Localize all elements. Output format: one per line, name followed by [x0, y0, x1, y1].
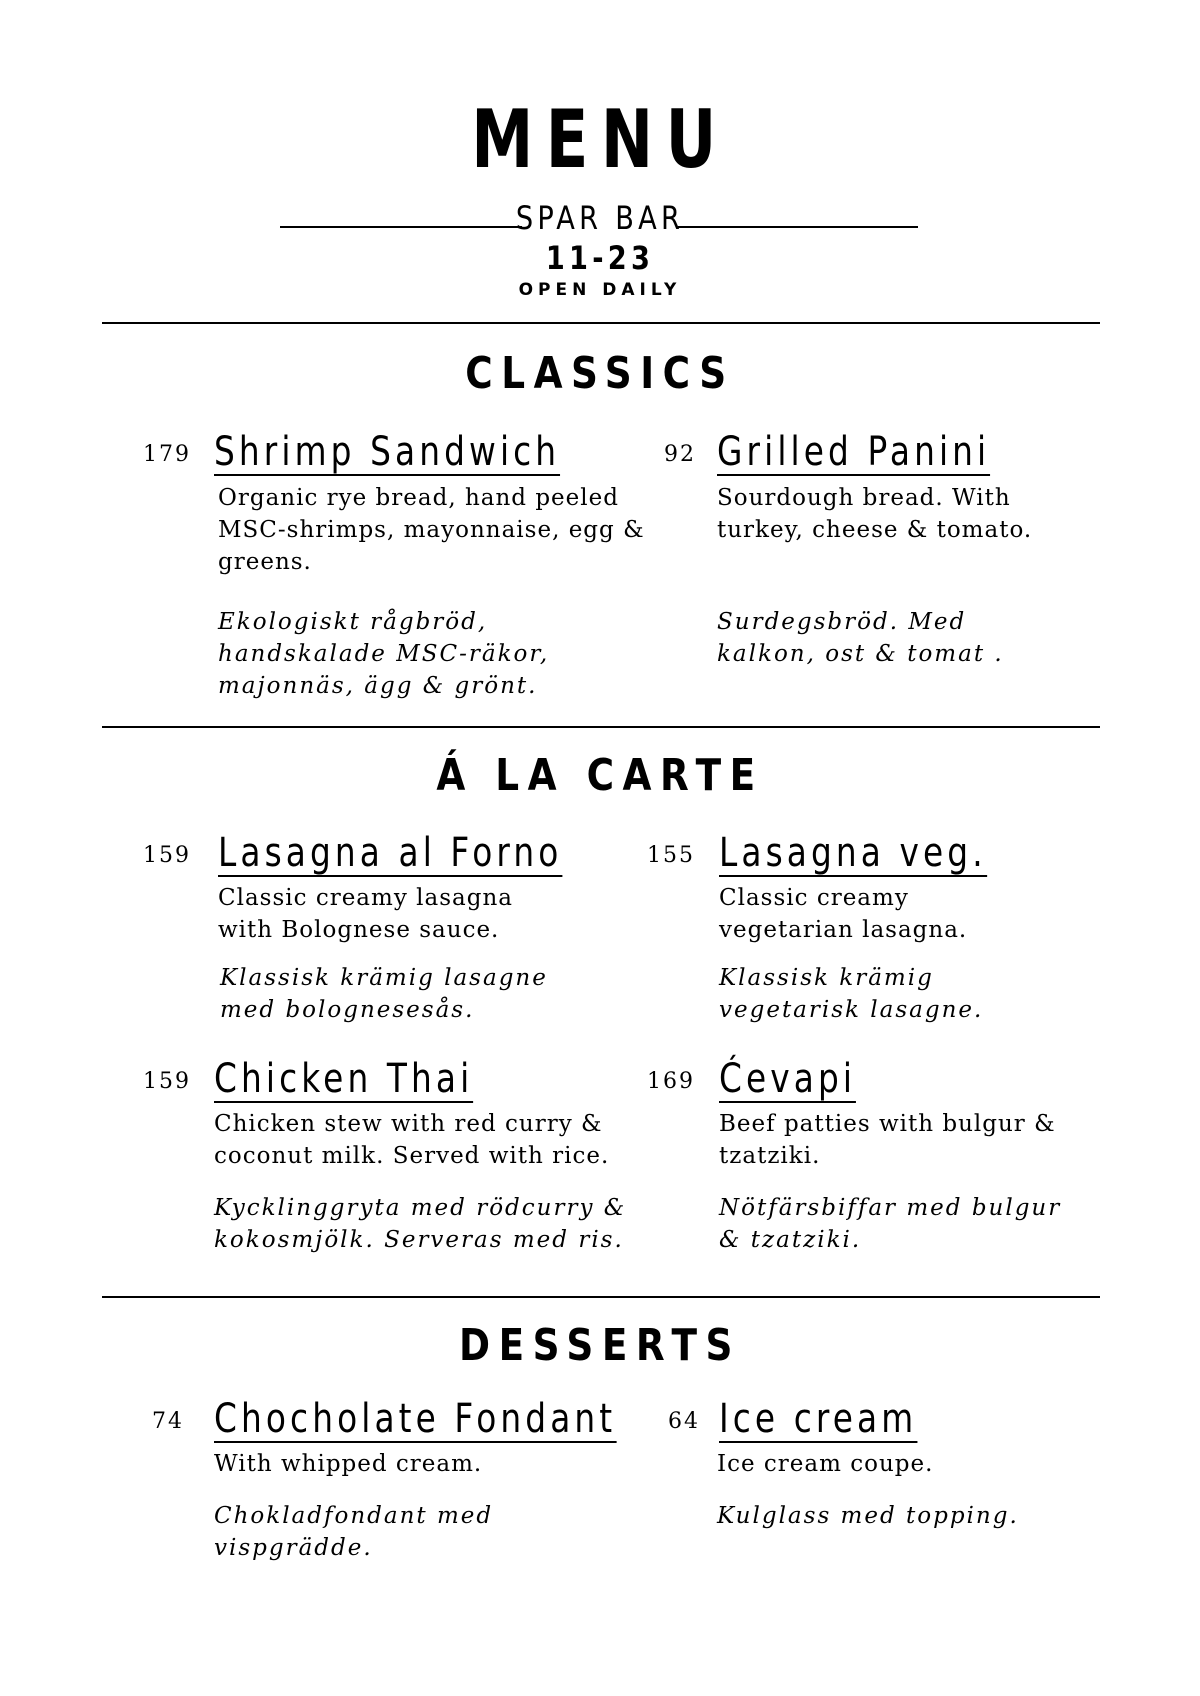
item-price: 92 — [664, 442, 696, 467]
item-description: Classic creamy lasagna with Bolognese sauce. — [218, 885, 513, 943]
opening-hours: 11-23 — [545, 239, 655, 277]
item-description: Chicken stew with red curry & coconut milk. Served with rice. — [214, 1111, 610, 1169]
item-name: Lasagna veg. — [719, 830, 987, 876]
item-description: Ice cream coupe. — [717, 1451, 934, 1477]
restaurant-name: SPAR BAR — [515, 199, 685, 237]
section-title-classics: CLASSICS — [465, 348, 735, 399]
menu-title: MENU — [471, 93, 729, 186]
item-name: Ice cream — [719, 1396, 918, 1442]
item-name: Shrimp Sandwich — [214, 429, 561, 475]
item-description: Classic creamy vegetarian lasagna. — [719, 885, 968, 943]
section-title-a-la-carte: Á LA CARTE — [436, 750, 764, 801]
item-name: Ćevapi — [719, 1056, 857, 1102]
item-price: 169 — [647, 1069, 695, 1094]
item-price: 74 — [152, 1409, 184, 1434]
item-description: Organic rye bread, hand peeled MSC-shrimps, mayonnaise, egg & greens. — [218, 485, 645, 575]
open-daily-note: OPEN DAILY — [518, 280, 682, 300]
item-description-swedish: Klassisk krämig lasagne med bolognesesås. — [220, 965, 548, 1023]
item-name: Grilled Panini — [717, 429, 991, 475]
item-description: Beef patties with bulgur & tzatziki. — [719, 1111, 1056, 1169]
item-price: 179 — [143, 442, 191, 467]
item-price: 159 — [143, 843, 191, 868]
item-price: 159 — [143, 1069, 191, 1094]
item-description-swedish: Ekologiskt rågbröd, handskalade MSC-räkor, majonnäs, ägg & grönt. — [218, 609, 550, 699]
section-title-desserts: DESSERTS — [459, 1320, 741, 1371]
section-divider — [102, 726, 1100, 728]
item-description-swedish: Kulglass med topping. — [717, 1503, 1019, 1529]
item-description-swedish: Kycklinggryta med rödcurry & kokosmjölk. Serveras med ris. — [214, 1195, 627, 1253]
item-price: 155 — [647, 843, 695, 868]
item-description-swedish: Surdegsbröd. Med kalkon, ost & tomat . — [717, 609, 1004, 667]
section-divider — [102, 322, 1100, 324]
item-name: Chicken Thai — [214, 1056, 474, 1102]
item-description-swedish: Chokladfondant med vispgrädde. — [214, 1503, 494, 1561]
item-name: Lasagna al Forno — [218, 830, 563, 876]
item-description: With whipped cream. — [214, 1451, 483, 1477]
item-price: 64 — [668, 1409, 700, 1434]
item-description-swedish: Nötfärsbiffar med bulgur & tzatziki. — [719, 1195, 1062, 1253]
section-divider — [102, 1296, 1100, 1298]
item-description: Sourdough bread. With turkey, cheese & tomato. — [717, 485, 1033, 543]
item-description-swedish: Klassisk krämig vegetarisk lasagne. — [719, 965, 984, 1023]
item-name: Chocholate Fondant — [214, 1396, 617, 1442]
